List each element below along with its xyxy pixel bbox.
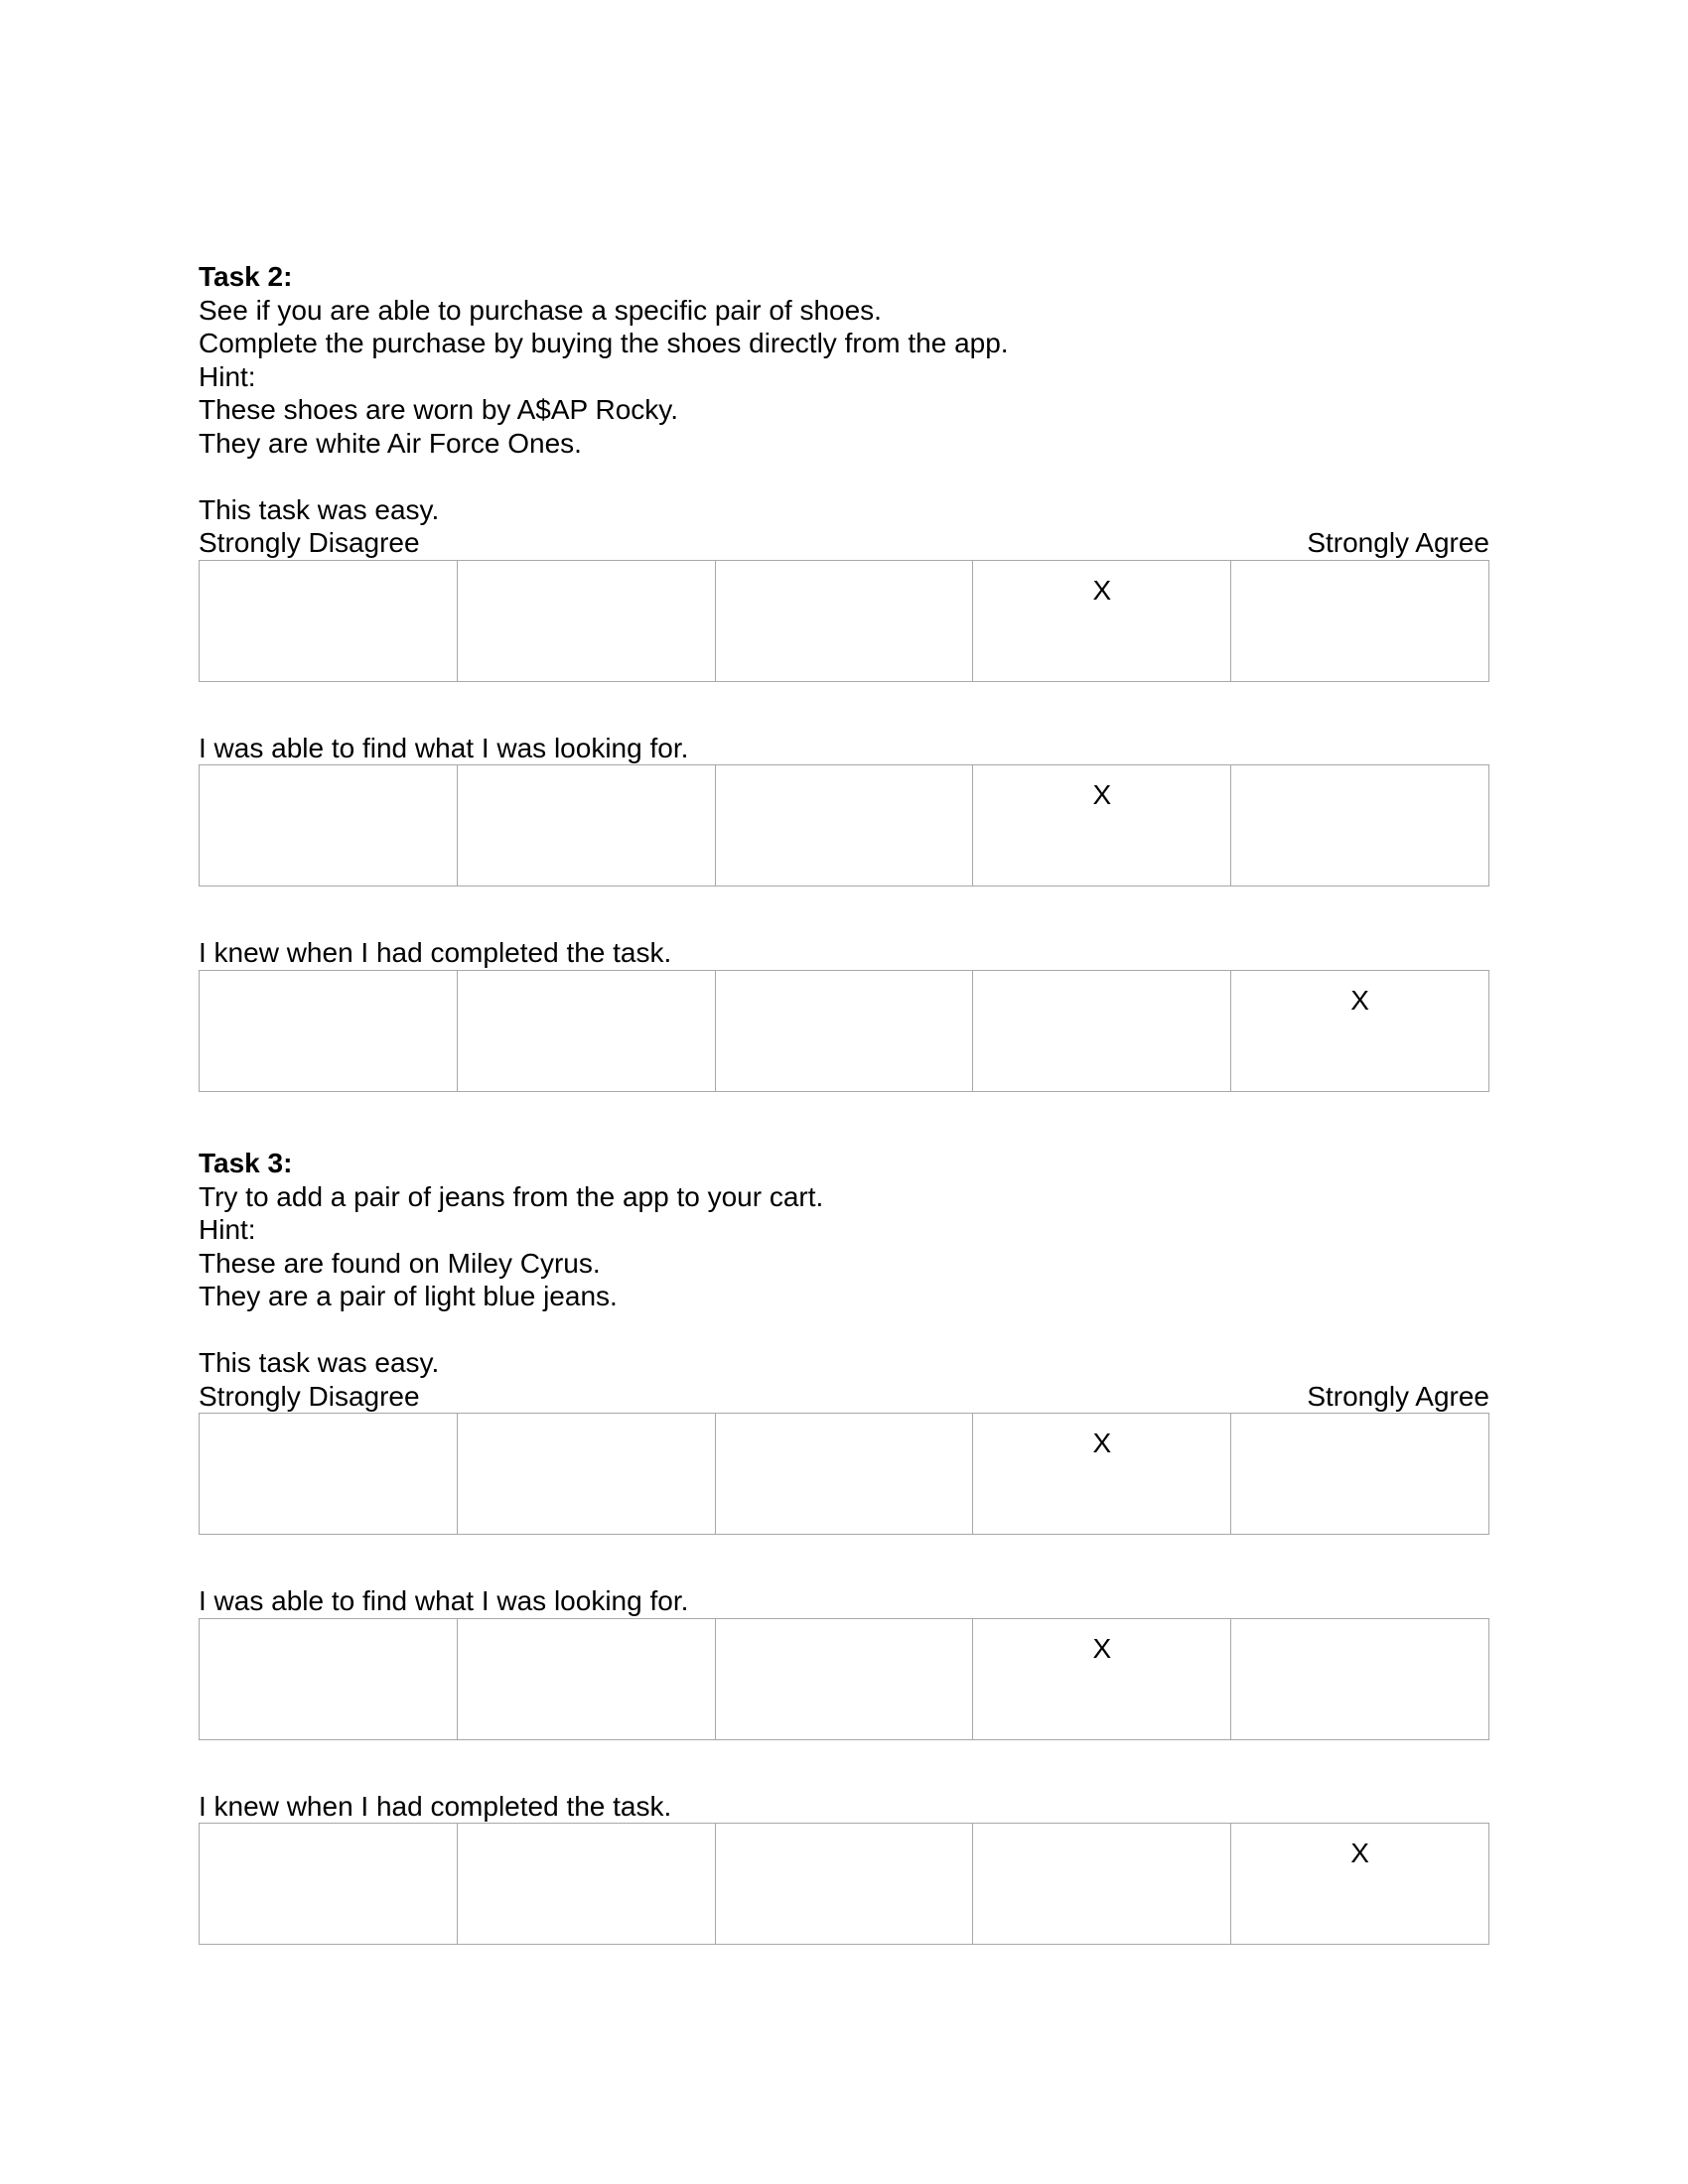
question-text: I was able to find what I was looking for.	[199, 1585, 689, 1616]
hint-label: Hint:	[199, 360, 256, 392]
rating-cell-4[interactable]: X	[973, 765, 1231, 886]
task-heading: Task 3:	[199, 1148, 293, 1178]
rating-cell-4[interactable]	[973, 1824, 1231, 1944]
question-text: I was able to find what I was looking for.	[199, 732, 689, 763]
hint-text: They are white Air Force Ones.	[199, 427, 582, 459]
spacer	[199, 1535, 1489, 1584]
scale-left-label: Strongly Disagree	[199, 1380, 420, 1412]
scale-left-label: Strongly Disagree	[199, 527, 420, 558]
task-2-section	[199, 260, 1489, 1092]
task-heading: Task 2:	[199, 261, 293, 292]
rating-cell-1[interactable]	[200, 765, 458, 886]
spacer	[199, 682, 1489, 732]
rating-cell-1[interactable]	[200, 1414, 458, 1534]
rating-cell-5[interactable]	[1231, 1619, 1489, 1739]
rating-cell-1[interactable]	[200, 971, 458, 1091]
spacer	[199, 1313, 1489, 1347]
hint-text: They are a pair of light blue jeans.	[199, 1281, 618, 1311]
rating-cell-2[interactable]	[458, 561, 716, 681]
rating-cell-2[interactable]	[458, 971, 716, 1091]
spacer	[199, 1740, 1489, 1790]
rating-cell-3[interactable]	[716, 1824, 974, 1944]
spacer	[199, 460, 1489, 493]
task-instruction: Try to add a pair of jeans from the app to your cart.	[199, 1180, 824, 1212]
rating-cell-5[interactable]: X	[1231, 971, 1489, 1091]
rating-grid	[199, 1618, 1489, 1740]
task-3-section	[199, 1147, 1489, 1945]
rating-cell-5[interactable]	[1231, 561, 1489, 681]
task-instruction: Complete the purchase by buying the shoes directly from the app.	[199, 328, 1009, 358]
rating-cell-1[interactable]	[200, 1824, 458, 1944]
rating-grid	[199, 1413, 1489, 1535]
question-text: I knew when I had completed the task.	[199, 1790, 672, 1822]
rating-cell-1[interactable]	[200, 561, 458, 681]
rating-grid	[199, 1823, 1489, 1945]
rating-cell-3[interactable]	[716, 1414, 974, 1534]
hint-text: These are found on Miley Cyrus.	[199, 1247, 601, 1279]
rating-grid	[199, 560, 1489, 682]
rating-cell-4[interactable]	[973, 971, 1231, 1091]
rating-cell-4[interactable]: X	[973, 1414, 1231, 1534]
rating-cell-1[interactable]	[200, 1619, 458, 1739]
rating-cell-3[interactable]	[716, 765, 974, 886]
scale-labels	[199, 1380, 1489, 1414]
hint-text: These shoes are worn by A$AP Rocky.	[199, 394, 678, 425]
rating-cell-2[interactable]	[458, 765, 716, 886]
question-text: I knew when I had completed the task.	[199, 937, 672, 968]
task-instruction: See if you are able to purchase a specific pair of shoes.	[199, 294, 882, 326]
spacer	[199, 887, 1489, 936]
question-text: This task was easy.	[199, 493, 440, 525]
scale-right-label: Strongly Agree	[1307, 527, 1489, 558]
question-text: This task was easy.	[199, 1347, 440, 1378]
rating-cell-2[interactable]	[458, 1414, 716, 1534]
rating-cell-3[interactable]	[716, 1619, 974, 1739]
rating-cell-2[interactable]	[458, 1619, 716, 1739]
rating-cell-3[interactable]	[716, 971, 974, 1091]
rating-cell-5[interactable]: X	[1231, 1824, 1489, 1944]
rating-cell-2[interactable]	[458, 1824, 716, 1944]
rating-cell-3[interactable]	[716, 561, 974, 681]
rating-grid	[199, 764, 1489, 887]
rating-cell-5[interactable]	[1231, 1414, 1489, 1534]
scale-labels	[199, 526, 1489, 560]
hint-label: Hint:	[199, 1214, 256, 1245]
scale-right-label: Strongly Agree	[1307, 1380, 1489, 1412]
rating-grid	[199, 970, 1489, 1092]
rating-cell-4[interactable]: X	[973, 561, 1231, 681]
rating-cell-5[interactable]	[1231, 765, 1489, 886]
rating-cell-4[interactable]: X	[973, 1619, 1231, 1739]
